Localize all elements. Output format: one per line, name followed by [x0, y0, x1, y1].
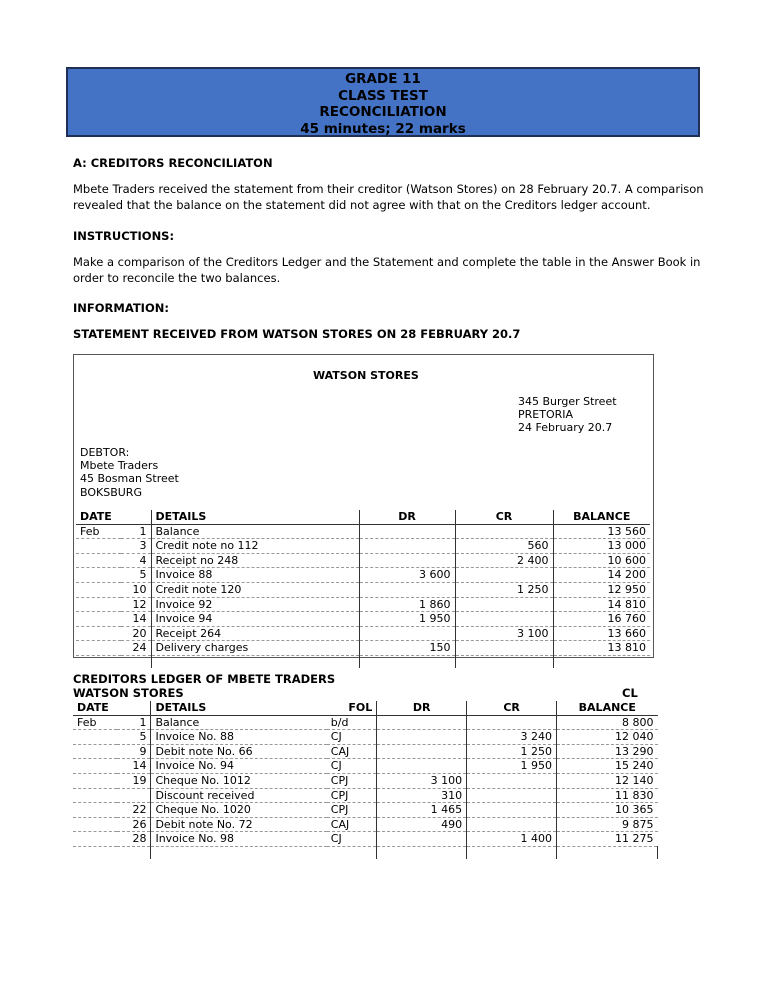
blank-cell — [553, 655, 650, 668]
statement-company: WATSON STORES — [313, 369, 419, 382]
ledger-col-details: DETAILS — [151, 701, 327, 715]
statement-row — [76, 524, 650, 539]
instructions-heading: INSTRUCTIONS: — [73, 229, 175, 243]
row-details: Invoice No. 88 — [151, 730, 327, 745]
row-cr — [467, 715, 557, 730]
blank-cell — [455, 655, 553, 668]
row-balance: 12 140 — [557, 773, 658, 788]
row-day: 19 — [117, 773, 151, 788]
debtor-street: 45 Bosman Street — [80, 472, 179, 486]
blank-cell — [151, 846, 327, 859]
row-balance: 14 200 — [553, 568, 650, 583]
row-dr — [359, 539, 455, 554]
row-details: Balance — [151, 524, 359, 539]
row-balance: 13 000 — [553, 539, 650, 554]
row-details: Balance — [151, 715, 327, 730]
row-cr — [467, 817, 557, 832]
row-balance: 11 830 — [557, 788, 658, 803]
statement-row — [76, 626, 650, 641]
row-dr: 490 — [377, 817, 467, 832]
statement-table — [76, 510, 650, 668]
row-cr: 2 400 — [455, 553, 553, 568]
row-details: Credit note 120 — [151, 582, 359, 597]
debtor-city: BOKSBURG — [80, 485, 142, 499]
row-cr — [455, 641, 553, 656]
row-month — [73, 773, 117, 788]
statement-row — [76, 568, 650, 583]
row-balance: 8 800 — [557, 715, 658, 730]
statement-row — [76, 582, 650, 597]
row-dr: 1 860 — [359, 597, 455, 612]
row-details: Invoice 88 — [151, 568, 359, 583]
information-heading: INFORMATION: — [73, 301, 169, 315]
row-day: 22 — [117, 803, 151, 818]
row-balance: 13 560 — [553, 524, 650, 539]
address-street: 345 Burger Street — [518, 395, 617, 408]
row-dr — [359, 626, 455, 641]
blank-cell — [467, 846, 557, 859]
row-month — [73, 817, 117, 832]
row-month — [76, 553, 121, 568]
row-cr — [455, 612, 553, 627]
row-month — [73, 788, 117, 803]
row-day: 20 — [121, 626, 151, 641]
address-city: PRETORIA — [518, 408, 574, 422]
blank-cell — [73, 846, 117, 859]
statement-address — [518, 395, 617, 435]
row-day — [117, 788, 151, 803]
ledger-title: CREDITORS LEDGER OF MBETE TRADERS — [73, 672, 336, 686]
ledger-row — [73, 817, 658, 832]
row-day: 9 — [117, 744, 151, 759]
ledger-col-cr: CR — [467, 701, 557, 715]
ledger-col-date: DATE — [73, 701, 117, 715]
ledger-col-balance: BALANCE — [557, 701, 658, 715]
row-month — [73, 832, 117, 847]
col-balance: BALANCE — [553, 510, 650, 524]
title-banner — [66, 67, 700, 137]
row-month: Feb — [76, 524, 121, 539]
row-cr — [455, 524, 553, 539]
ledger-col-fol: FOL — [327, 701, 377, 715]
banner-test-type: CLASS TEST — [338, 87, 428, 104]
ledger-blank-row — [73, 846, 658, 859]
row-cr: 1 950 — [467, 759, 557, 774]
row-details: Invoice No. 94 — [151, 759, 327, 774]
row-fol: CJ — [327, 730, 377, 745]
row-details: Invoice 92 — [151, 597, 359, 612]
ledger-col-dr: DR — [377, 701, 467, 715]
row-day: 1 — [121, 524, 151, 539]
banner-topic: RECONCILIATION — [319, 104, 447, 120]
row-month — [73, 744, 117, 759]
row-cr — [467, 788, 557, 803]
row-fol: CJ — [327, 759, 377, 774]
row-dr: 1 950 — [359, 612, 455, 627]
debtor-name: Mbete Traders — [80, 459, 159, 473]
statement-row — [76, 641, 650, 656]
row-balance: 9 875 — [557, 817, 658, 832]
row-balance: 12 950 — [553, 582, 650, 597]
col-dr: DR — [359, 510, 455, 524]
row-details: Receipt 264 — [151, 626, 359, 641]
ledger-row — [73, 803, 658, 818]
row-dr — [359, 553, 455, 568]
debtor-block — [80, 446, 179, 499]
banner-grade: GRADE 11 — [345, 71, 421, 87]
ledger-code: CL — [622, 686, 638, 700]
row-dr — [359, 524, 455, 539]
row-details: Invoice No. 98 — [151, 832, 327, 847]
row-fol: CPJ — [327, 788, 377, 803]
statement-row — [76, 597, 650, 612]
row-dr — [377, 832, 467, 847]
statement-row — [76, 539, 650, 554]
blank-cell — [327, 846, 377, 859]
row-day: 4 — [121, 553, 151, 568]
row-dr: 150 — [359, 641, 455, 656]
row-dr: 1 465 — [377, 803, 467, 818]
instructions-paragraph: Make a comparison of the Creditors Ledger and the Statement and complete the table in the Answer Book in order to reconcile the two balances. — [73, 255, 701, 285]
row-dr: 310 — [377, 788, 467, 803]
ledger-table — [73, 701, 658, 859]
ledger-col-day — [117, 701, 151, 715]
col-date: DATE — [76, 510, 121, 524]
row-details: Cheque No. 1012 — [151, 773, 327, 788]
row-details: Receipt no 248 — [151, 553, 359, 568]
row-cr: 560 — [455, 539, 553, 554]
row-details: Debit note No. 66 — [151, 744, 327, 759]
row-day: 3 — [121, 539, 151, 554]
row-details: Discount received — [151, 788, 327, 803]
row-day: 12 — [121, 597, 151, 612]
col-day — [121, 510, 151, 524]
row-balance: 10 365 — [557, 803, 658, 818]
row-balance: 10 600 — [553, 553, 650, 568]
debtor-label: DEBTOR: — [80, 446, 130, 459]
row-month — [76, 568, 121, 583]
row-details: Cheque No. 1020 — [151, 803, 327, 818]
row-cr: 1 250 — [467, 744, 557, 759]
row-dr — [377, 715, 467, 730]
statement-date: 24 February 20.7 — [518, 421, 613, 435]
row-dr — [377, 744, 467, 759]
row-cr: 1 250 — [455, 582, 553, 597]
row-balance: 11 275 — [557, 832, 658, 847]
blank-cell — [117, 846, 151, 859]
blank-cell — [557, 846, 658, 859]
row-cr: 3 240 — [467, 730, 557, 745]
row-day: 5 — [121, 568, 151, 583]
blank-cell — [151, 655, 359, 668]
ledger-row — [73, 788, 658, 803]
row-month — [73, 730, 117, 745]
row-details: Delivery charges — [151, 641, 359, 656]
row-day: 1 — [117, 715, 151, 730]
row-balance: 12 040 — [557, 730, 658, 745]
blank-cell — [359, 655, 455, 668]
statement-blank-row — [76, 655, 650, 668]
section-a-heading: A: CREDITORS RECONCILIATON — [73, 156, 273, 170]
row-details: Invoice 94 — [151, 612, 359, 627]
ledger-row — [73, 759, 658, 774]
row-day: 5 — [117, 730, 151, 745]
row-cr — [467, 803, 557, 818]
row-month — [76, 539, 121, 554]
row-fol: CPJ — [327, 803, 377, 818]
row-cr — [455, 597, 553, 612]
row-cr: 1 400 — [467, 832, 557, 847]
row-month — [73, 803, 117, 818]
ledger-row — [73, 832, 658, 847]
row-month — [76, 582, 121, 597]
intro-paragraph: Mbete Traders received the statement from their creditor (Watson Stores) on 28 February 20.7. A comparison revealed that the balance on the statement did not agree with that on the Creditors ledger account. — [73, 182, 704, 212]
row-fol: CAJ — [327, 817, 377, 832]
ledger-row — [73, 730, 658, 745]
row-cr — [455, 568, 553, 583]
statement-heading: STATEMENT RECEIVED FROM WATSON STORES ON 28 FEBRUARY 20.7 — [73, 327, 521, 341]
row-balance: 14 810 — [553, 597, 650, 612]
row-month — [76, 641, 121, 656]
row-month — [76, 626, 121, 641]
row-dr — [377, 759, 467, 774]
col-details: DETAILS — [151, 510, 359, 524]
row-day: 24 — [121, 641, 151, 656]
ledger-row — [73, 744, 658, 759]
blank-cell — [121, 655, 151, 668]
statement-row — [76, 612, 650, 627]
row-day: 14 — [121, 612, 151, 627]
statement-row — [76, 553, 650, 568]
row-dr: 3 600 — [359, 568, 455, 583]
ledger-account: WATSON STORES — [73, 686, 184, 700]
row-day: 10 — [121, 582, 151, 597]
row-day: 26 — [117, 817, 151, 832]
row-dr — [359, 582, 455, 597]
row-month — [76, 612, 121, 627]
row-details: Credit note no 112 — [151, 539, 359, 554]
ledger-row — [73, 715, 658, 730]
row-dr: 3 100 — [377, 773, 467, 788]
row-fol: CJ — [327, 832, 377, 847]
row-day: 28 — [117, 832, 151, 847]
row-balance: 15 240 — [557, 759, 658, 774]
row-month — [76, 597, 121, 612]
col-cr: CR — [455, 510, 553, 524]
row-balance: 13 810 — [553, 641, 650, 656]
ledger-row — [73, 773, 658, 788]
blank-cell — [76, 655, 121, 668]
row-balance: 16 760 — [553, 612, 650, 627]
row-dr — [377, 730, 467, 745]
row-fol: CPJ — [327, 773, 377, 788]
row-balance: 13 660 — [553, 626, 650, 641]
row-day: 14 — [117, 759, 151, 774]
row-cr — [467, 773, 557, 788]
row-month: Feb — [73, 715, 117, 730]
banner-duration-marks: 45 minutes; 22 marks — [300, 120, 466, 137]
row-cr: 3 100 — [455, 626, 553, 641]
row-fol: b/d — [327, 715, 377, 730]
blank-cell — [377, 846, 467, 859]
row-month — [73, 759, 117, 774]
row-balance: 13 290 — [557, 744, 658, 759]
row-fol: CAJ — [327, 744, 377, 759]
row-details: Debit note No. 72 — [151, 817, 327, 832]
